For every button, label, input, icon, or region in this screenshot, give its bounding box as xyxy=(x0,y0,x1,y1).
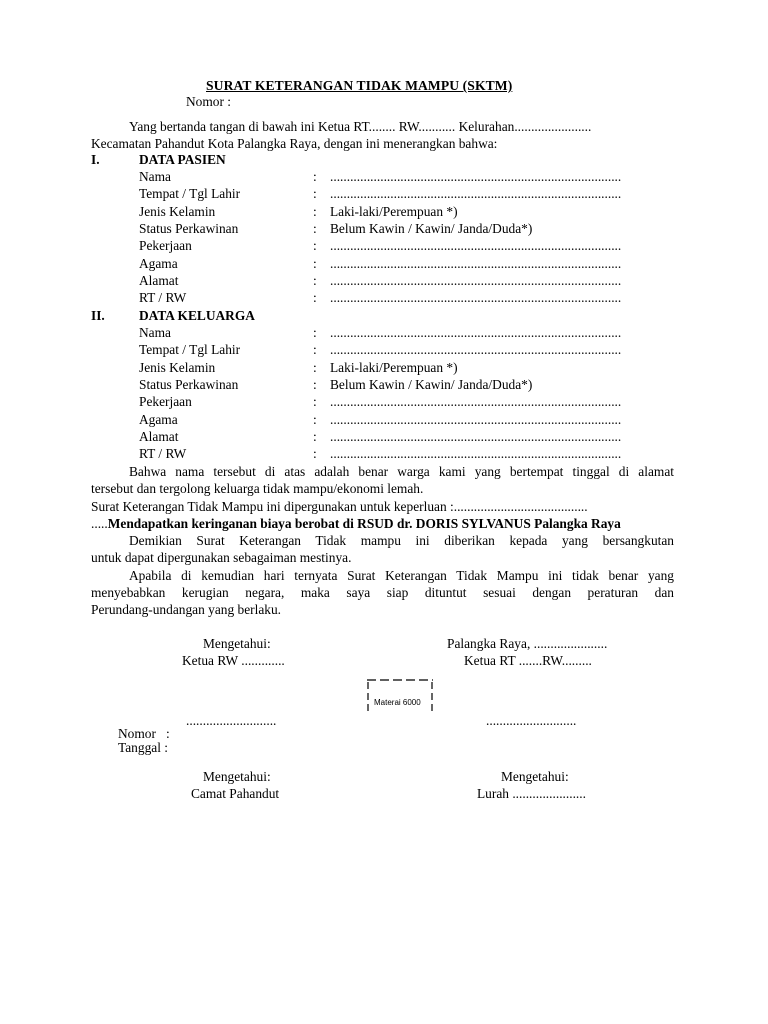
field-label: Tempat / Tgl Lahir xyxy=(139,342,241,358)
field-label: Nama xyxy=(139,325,171,340)
field-label: RT / RW xyxy=(139,446,187,462)
field-label: Pekerjaan xyxy=(139,394,192,410)
section-2-number: II. xyxy=(91,308,105,323)
field-label: Status Perkawinan xyxy=(139,220,239,236)
field-colon: : xyxy=(313,220,317,236)
field-value: Laki-laki/Perempuan *) xyxy=(330,359,458,375)
left-role-ketua-rw: Ketua RW ............. xyxy=(182,653,285,668)
field-label: Agama xyxy=(139,255,178,271)
materai-dashed-border xyxy=(365,678,435,714)
field-colon: : xyxy=(313,359,317,375)
field-label: Tempat / Tgl Lahir xyxy=(139,186,241,202)
section-1-heading: DATA PASIEN xyxy=(139,152,226,167)
field-label: Status Perkawinan xyxy=(139,376,239,392)
paragraph-2-line-2: untuk dapat dipergunakan sebagaiman mestinya. xyxy=(91,550,352,565)
field-value: ....................................................................................... xyxy=(330,342,622,358)
right-signature-name: ........................... xyxy=(486,713,577,728)
purpose-line-1: Surat Keterangan Tidak Mampu ini dipergunakan untuk keperluan :........................................ xyxy=(91,499,588,514)
field-label: Jenis Kelamin xyxy=(139,359,216,375)
field-value: ....................................................................................... xyxy=(330,325,622,340)
field-colon: : xyxy=(313,428,317,444)
section-2-heading: DATA KELUARGA xyxy=(139,308,255,323)
right-place-date: Palangka Raya, ...................... xyxy=(447,636,608,651)
field-colon: : xyxy=(313,272,317,288)
intro-line-1: Yang bertanda tangan di bawah ini Ketua RT........ RW........... Kelurahan....................... xyxy=(129,119,592,134)
field-value: ....................................................................................... xyxy=(330,186,622,202)
field-label: Alamat xyxy=(139,428,179,444)
materai-stamp-box xyxy=(365,678,435,714)
field-colon: : xyxy=(313,203,317,219)
field-label: Alamat xyxy=(139,272,179,288)
field-label: Jenis Kelamin xyxy=(139,203,216,219)
paragraph-2-line-1: Demikian Surat Keterangan Tidak mampu ini diberikan kepada yang bersangkutan xyxy=(129,533,674,548)
field-value: ....................................................................................... xyxy=(330,411,622,427)
right-role-ketua-rt: Ketua RT .......RW......... xyxy=(464,653,592,668)
field-colon: : xyxy=(313,376,317,392)
materai-label: Materai 6000 xyxy=(374,698,421,707)
field-label: Agama xyxy=(139,411,178,427)
field-value: Belum Kawin / Kawin/ Janda/Duda*) xyxy=(330,376,533,392)
bottom-right-mengetahui: Mengetahui: xyxy=(501,769,569,784)
purpose-line-2 xyxy=(91,516,621,532)
field-value: ....................................................................................... xyxy=(330,255,622,271)
field-colon: : xyxy=(313,394,317,410)
field-value: ....................................................................................... xyxy=(330,290,622,306)
lurah: Lurah ...................... xyxy=(477,786,586,801)
field-colon: : xyxy=(313,290,317,306)
camat-pahandut: Camat Pahandut xyxy=(191,786,280,801)
field-label: Pekerjaan xyxy=(139,238,192,254)
field-value: ....................................................................................... xyxy=(330,272,622,288)
paragraph-3-line-1: Apabila di kemudian hari ternyata Surat Keterangan Tidak Mampu ini tidak benar yang xyxy=(129,568,674,583)
field-colon: : xyxy=(313,169,317,184)
bottom-left-mengetahui: Mengetahui: xyxy=(203,769,271,784)
field-value: ....................................................................................... xyxy=(330,238,622,254)
field-colon: : xyxy=(313,325,317,340)
field-label: RT / RW xyxy=(139,290,187,306)
signature-nomor: Nomor : xyxy=(118,726,170,741)
field-colon: : xyxy=(313,411,317,427)
left-mengetahui: Mengetahui: xyxy=(203,636,271,651)
paragraph-3-line-3: Perundang-undangan yang berlaku. xyxy=(91,602,282,617)
field-value: ....................................................................................... xyxy=(330,394,622,410)
paragraph-1-line-1: Bahwa nama tersebut di atas adalah benar warga kami yang bertempat tinggal di alamat xyxy=(129,464,674,479)
left-signature-name: ........................... xyxy=(186,713,277,728)
purpose-prefix: ..... xyxy=(91,516,108,531)
field-value: Belum Kawin / Kawin/ Janda/Duda*) xyxy=(330,220,533,236)
field-colon: : xyxy=(313,186,317,202)
intro-line-2: Kecamatan Pahandut Kota Palangka Raya, dengan ini menerangkan bahwa: xyxy=(91,136,498,151)
field-colon: : xyxy=(313,238,317,254)
field-label: Nama xyxy=(139,169,171,184)
field-colon: : xyxy=(313,255,317,271)
field-value: ....................................................................................... xyxy=(330,169,622,184)
paragraph-3-line-2: menyebabkan kerugian negara, maka saya siap dituntut sesuai dengan peraturan dan xyxy=(91,585,674,600)
section-1-number: I. xyxy=(91,152,100,167)
field-value: Laki-laki/Perempuan *) xyxy=(330,203,458,219)
field-colon: : xyxy=(313,342,317,358)
purpose-text: Mendapatkan keringanan biaya berobat di RSUD dr. DORIS SYLVANUS Palangka Raya xyxy=(107,516,621,531)
signature-tanggal: Tanggal : xyxy=(118,740,169,755)
document-title: SURAT KETERANGAN TIDAK MAMPU (SKTM) xyxy=(206,78,513,93)
paragraph-1-line-2: tersebut dan tergolong keluarga tidak mampu/ekonomi lemah. xyxy=(91,481,424,496)
field-value: ....................................................................................... xyxy=(330,446,622,462)
field-value: ....................................................................................... xyxy=(330,428,622,444)
nomor-label: Nomor : xyxy=(186,94,232,109)
field-colon: : xyxy=(313,446,317,462)
